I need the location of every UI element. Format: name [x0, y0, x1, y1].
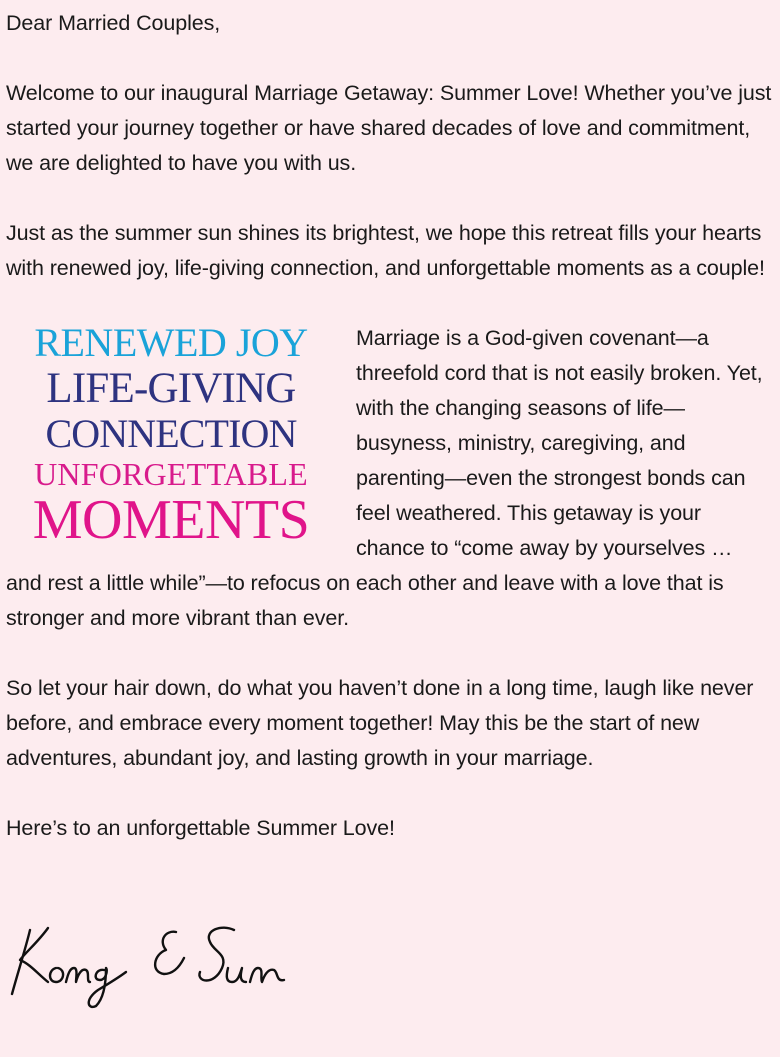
paragraph-encouragement: So let your hair down, do what you haven’t done in a long time, laugh like never before, and embrace every moment together! May this be the start of new adventures, abundant joy, and lasting growth in your marriage. [6, 676, 754, 770]
pull-quote-life-giving: LIFE-GIVING [46, 365, 296, 412]
pull-quote-unforgettable: UNFORGETTABLE [34, 456, 308, 492]
pull-quote-renewed-joy: RENEWED JOY [34, 320, 308, 365]
paragraph-welcome: Welcome to our inaugural Marriage Getaway: Summer Love! Whether you’ve just started your journey together or have shared decades of love and commitment, we are delighted to have you with us. [6, 81, 772, 175]
paragraph-retreat-hope: Just as the summer sun shines its brightest, we hope this retreat fills your hearts with renewed joy, life-giving connection, and unforgettable moments as a couple! [6, 221, 765, 280]
letter-greeting: Dear Married Couples, [6, 11, 221, 35]
pull-quote [6, 320, 336, 551]
pull-quote-moments: MOMENTS [32, 489, 310, 551]
signature-kong-and-sun [8, 912, 298, 1012]
letter-closing: Here’s to an unforgettable Summer Love! [6, 816, 395, 840]
pull-quote-connection: CONNECTION [45, 411, 297, 456]
paragraph-covenant: Marriage is a God-given covenant—a threefold cord that is not easily broken. Yet, with the changing seasons of life—busyness, ministry, caregiving, and parenting—even the strongest bonds can feel weathered. This getaway is your chance to “come away by yourselves … and rest a little while”—to refocus on each other and leave with a love that is stronger and more vibrant than ever. [6, 326, 763, 630]
